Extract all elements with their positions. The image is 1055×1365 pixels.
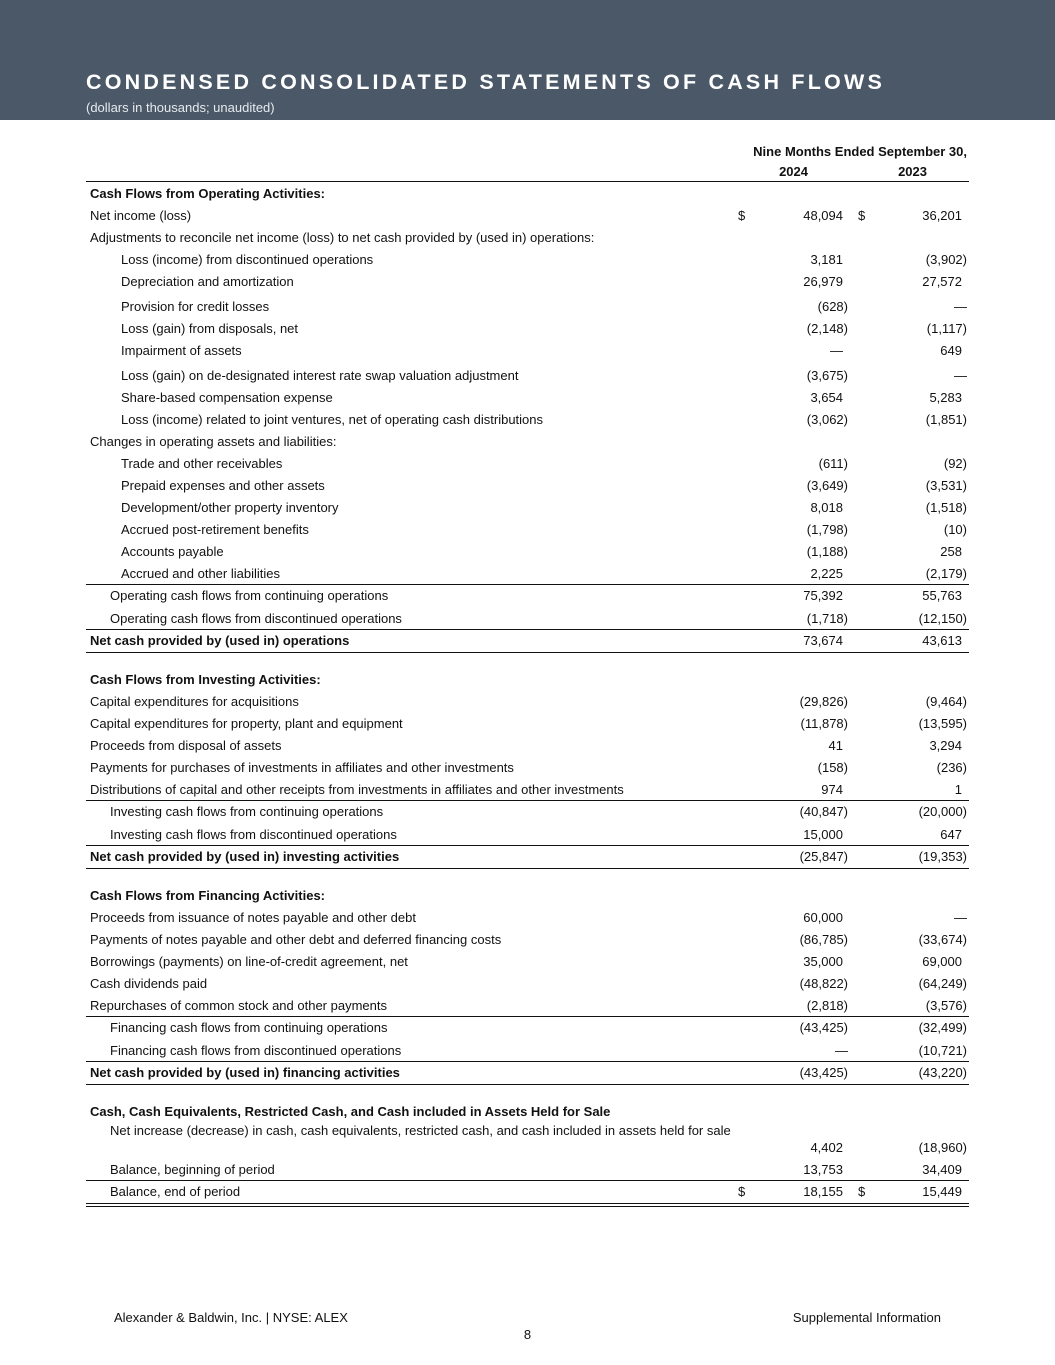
footer-section: Supplemental Information (792, 1310, 941, 1325)
currency-symbol: $ (738, 208, 746, 223)
table-row: Proceeds from disposal of assets 41 3,294 (90, 738, 962, 753)
table-row: Development/other property inventory 8,018 (1,518) (121, 500, 967, 515)
section-heading-financing: Cash Flows from Financing Activities: (90, 888, 325, 903)
table-row: Balance, beginning of period 13,753 34,409 (110, 1162, 962, 1177)
subtotal-row: Investing cash flows from continuing operations (40,847) (20,000) (86, 800, 969, 823)
table-row: Loss (gain) from disposals, net (2,148) (1,117) (121, 321, 967, 336)
subtotal-row: Operating cash flows from discontinued operations (1,718) (12,150) (110, 611, 967, 626)
subtotal-row: Operating cash flows from continuing operations 75,392 55,763 (86, 584, 969, 607)
table-row: Net increase (decrease) in cash, cash equivalents, restricted cash, and cash included in assets held for sale 4,402 (18,960) (110, 1123, 967, 1155)
table-row: Accrued post-retirement benefits (1,798) (10) (121, 522, 967, 537)
page-subtitle: (dollars in thousands; unaudited) (86, 100, 275, 115)
page-number: 8 (523, 1327, 532, 1342)
year-2023-header: 2023 (898, 164, 927, 179)
subtotal-row: Financing cash flows from continuing operations (43,425) (32,499) (86, 1016, 969, 1039)
total-row-financing: Net cash provided by (used in) financing activities (43,425) (43,220) (86, 1061, 969, 1085)
table-row: Depreciation and amortization 26,979 27,572 (121, 274, 962, 289)
subheading-changes: Changes in operating assets and liabilities: (90, 434, 337, 449)
table-row: Provision for credit losses (628) — (121, 299, 967, 314)
period-header-row (86, 140, 969, 162)
year-2024-header: 2024 (779, 164, 808, 179)
table-row: Distributions of capital and other receipts from investments in affiliates and other investments 974 1 (90, 782, 962, 797)
period-header: Nine Months Ended September 30, (753, 144, 967, 159)
table-row: Borrowings (payments) on line-of-credit agreement, net 35,000 69,000 (90, 954, 962, 969)
table-row: Net income (loss) $ 48,094 $ 36,201 (90, 208, 962, 223)
table-row: Prepaid expenses and other assets (3,649) (3,531) (121, 478, 967, 493)
table-row: Accrued and other liabilities 2,225 (2,179) (121, 566, 967, 581)
table-row: Accounts payable (1,188) 258 (121, 544, 962, 559)
table-row: Loss (gain) on de-designated interest rate swap valuation adjustment (3,675) — (121, 368, 967, 383)
table-row: Loss (income) from discontinued operations 3,181 (3,902) (121, 252, 967, 267)
table-row: Loss (income) related to joint ventures, net of operating cash distributions (3,062) (1,851) (121, 412, 967, 427)
table-row: Payments of notes payable and other debt and deferred financing costs (86,785) (33,674) (90, 932, 967, 947)
header-banner (0, 0, 1055, 120)
total-row-operating: Net cash provided by (used in) operations 73,674 43,613 (86, 629, 969, 653)
table-row: Trade and other receivables (611) (92) (121, 456, 967, 471)
subheading-adjustments: Adjustments to reconcile net income (loss) to net cash provided by (used in) operations: (90, 230, 595, 245)
table-row: Payments for purchases of investments in affiliates and other investments (158) (236) (90, 760, 967, 775)
year-header-row (86, 162, 969, 182)
section-heading-investing: Cash Flows from Investing Activities: (90, 672, 321, 687)
total-row-investing: Net cash provided by (used in) investing activities (25,847) (19,353) (86, 845, 969, 869)
section-heading-cash: Cash, Cash Equivalents, Restricted Cash, and Cash included in Assets Held for Sale (90, 1104, 611, 1119)
section-heading-operating: Cash Flows from Operating Activities: (90, 186, 326, 201)
table-row: Impairment of assets — 649 (121, 343, 962, 358)
currency-symbol: $ (858, 1184, 866, 1199)
subtotal-row: Financing cash flows from discontinued operations — (10,721) (110, 1043, 967, 1058)
page-title: CONDENSED CONSOLIDATED STATEMENTS OF CASH FLOWS (86, 70, 885, 94)
table-row: Share-based compensation expense 3,654 5,283 (121, 390, 962, 405)
table-row: Proceeds from issuance of notes payable and other debt 60,000 — (90, 910, 967, 925)
table-row: Capital expenditures for acquisitions (29,826) (9,464) (90, 694, 967, 709)
table-row: Capital expenditures for property, plant and equipment (11,878) (13,595) (90, 716, 967, 731)
table-row: Repurchases of common stock and other payments (2,818) (3,576) (90, 998, 967, 1013)
cash-flow-table (86, 140, 969, 1207)
subtotal-row: Investing cash flows from discontinued operations 15,000 647 (110, 827, 962, 842)
currency-symbol: $ (858, 208, 866, 223)
table-row: Cash dividends paid (48,822) (64,249) (90, 976, 967, 991)
total-row-ending-balance: Balance, end of period $ 18,155 $ 15,449 (86, 1180, 969, 1207)
footer-company: Alexander & Baldwin, Inc. | NYSE: ALEX (114, 1310, 348, 1325)
currency-symbol: $ (738, 1184, 746, 1199)
